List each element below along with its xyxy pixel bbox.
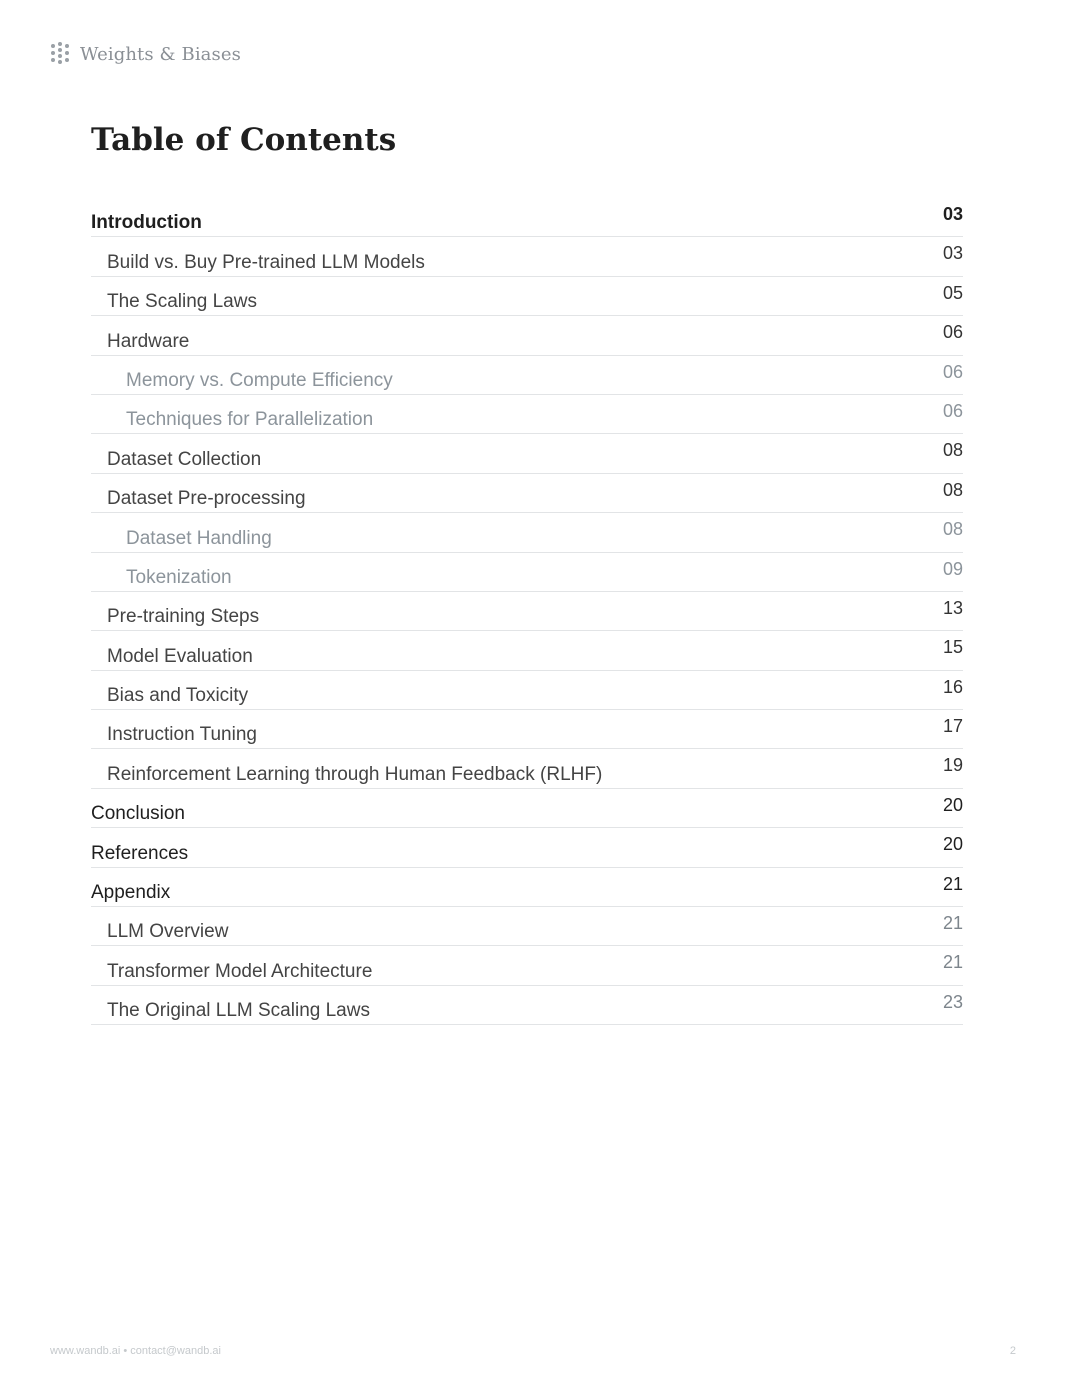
toc-entry-label[interactable]: Bias and Toxicity (107, 685, 249, 707)
toc-entry-label[interactable]: Dataset Handling (126, 527, 272, 549)
toc-entry-label[interactable]: Dataset Collection (107, 448, 262, 470)
wandb-logo-icon (50, 42, 72, 66)
toc-entry[interactable] (91, 277, 963, 316)
toc-entry-page-number: 05 (942, 282, 963, 303)
toc-entry-label[interactable]: Techniques for Parallelization (126, 409, 374, 431)
toc-entry[interactable] (91, 749, 963, 788)
toc-entry-page-number: 21 (942, 913, 963, 934)
toc-entry[interactable] (91, 434, 963, 473)
toc-entry-page-number: 09 (942, 558, 963, 579)
toc-entry[interactable] (91, 789, 963, 828)
toc-entry-label[interactable]: Hardware (107, 330, 190, 352)
toc-entry-page-number: 15 (942, 637, 963, 658)
toc-entry[interactable] (91, 986, 963, 1025)
toc-entry-label[interactable]: Instruction Tuning (107, 724, 257, 746)
table-of-contents (91, 198, 963, 1025)
toc-entry[interactable] (91, 395, 963, 434)
toc-entry[interactable] (91, 710, 963, 749)
toc-entry-page-number: 03 (942, 204, 963, 224)
toc-entry-page-number: 23 (942, 991, 963, 1012)
toc-entry-label[interactable]: LLM Overview (107, 921, 229, 943)
toc-entry-label[interactable]: The Original LLM Scaling Laws (107, 1000, 370, 1022)
footer-page-number: 2 (1009, 1345, 1016, 1357)
toc-entry[interactable] (91, 474, 963, 513)
toc-entry-page-number: 20 (942, 794, 963, 815)
toc-entry-label[interactable]: Pre-training Steps (107, 606, 260, 628)
toc-entry-page-number: 13 (942, 597, 963, 618)
toc-entry-page-number: 06 (942, 361, 963, 382)
toc-entry-label[interactable]: Tokenization (126, 566, 232, 588)
toc-entry-page-number: 06 (942, 400, 963, 421)
toc-entry-label[interactable]: References (91, 842, 189, 864)
toc-entry-page-number: 03 (942, 243, 963, 264)
toc-entry-page-number: 16 (942, 676, 963, 697)
toc-entry[interactable] (91, 513, 963, 552)
toc-entry[interactable] (91, 671, 963, 710)
toc-entry-page-number: 20 (942, 834, 963, 855)
toc-entry[interactable] (91, 907, 963, 946)
toc-entry[interactable] (91, 553, 963, 592)
toc-entry-label[interactable]: The Scaling Laws (107, 291, 257, 313)
toc-entry[interactable] (91, 237, 963, 276)
toc-entry-page-number: 08 (942, 519, 963, 540)
toc-entry[interactable] (91, 198, 963, 237)
toc-entry[interactable] (91, 868, 963, 907)
toc-entry[interactable] (91, 631, 963, 670)
toc-entry[interactable] (91, 946, 963, 985)
toc-entry-page-number: 19 (942, 755, 963, 776)
toc-entry-label[interactable]: Model Evaluation (107, 645, 253, 667)
toc-entry-label[interactable]: Transformer Model Architecture (107, 960, 373, 982)
toc-entry-page-number: 21 (942, 873, 963, 894)
footer-contact: www.wandb.ai • contact@wandb.ai (50, 1345, 221, 1357)
toc-entry-label[interactable]: Introduction (91, 212, 202, 234)
toc-entry-page-number: 08 (942, 479, 963, 500)
brand-name: Weights & Biases (80, 43, 241, 65)
toc-entry-label[interactable]: Memory vs. Compute Efficiency (126, 369, 393, 391)
toc-entry-label[interactable]: Conclusion (91, 803, 185, 825)
brand-header (50, 42, 241, 66)
toc-entry[interactable] (91, 828, 963, 867)
toc-entry-label[interactable]: Dataset Pre-processing (107, 488, 306, 510)
toc-entry[interactable] (91, 316, 963, 355)
toc-entry-page-number: 08 (942, 440, 963, 461)
toc-entry-label[interactable]: Build vs. Buy Pre-trained LLM Models (107, 251, 425, 273)
toc-entry[interactable] (91, 356, 963, 395)
page-title: Table of Contents (91, 122, 397, 158)
toc-entry-page-number: 17 (942, 716, 963, 737)
toc-entry-label[interactable]: Reinforcement Learning through Human Feedback (RLHF) (107, 763, 603, 785)
toc-entry-page-number: 06 (942, 322, 963, 343)
toc-entry-page-number: 21 (942, 952, 963, 973)
toc-entry-label[interactable]: Appendix (91, 882, 171, 904)
toc-entry[interactable] (91, 592, 963, 631)
